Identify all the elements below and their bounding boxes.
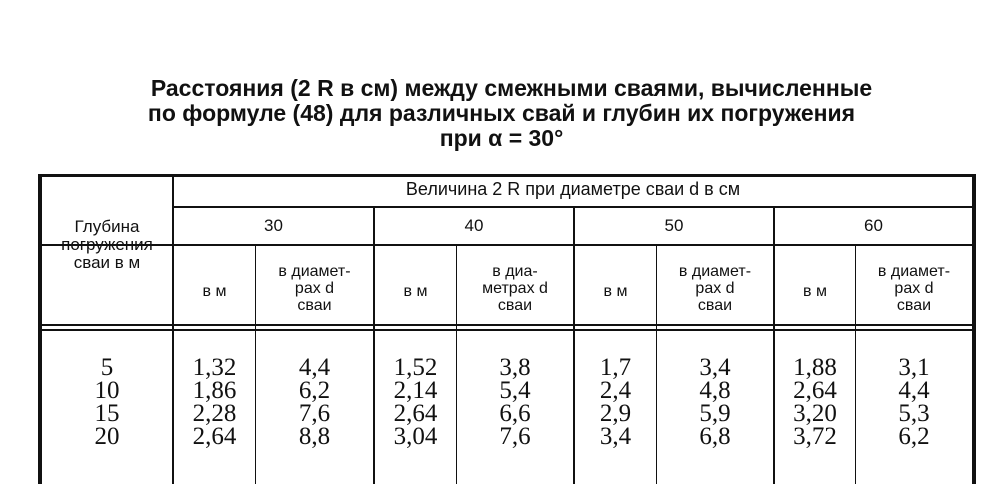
- value-cell: 6,8: [699, 423, 731, 450]
- table-top-rule: [38, 174, 976, 177]
- stub-header-line-2: погружения: [61, 235, 153, 254]
- value-cell: 1,32: [192, 354, 237, 381]
- header-double-rule-2: [42, 329, 972, 331]
- subheader-diam-line-1: в диамет-: [678, 263, 752, 280]
- values-m-30: [174, 356, 255, 448]
- values-diam-60: [856, 356, 972, 448]
- value-cell: 3,72: [793, 423, 837, 450]
- subheader-diam-line-3: сваи: [896, 297, 932, 314]
- value-cell: 2,9: [599, 400, 632, 427]
- value-cell: 1,7: [599, 354, 632, 381]
- value-cell: 8,8: [298, 423, 331, 450]
- subheader-diam-line-2: рах d: [695, 280, 735, 297]
- value-cell: 2,64: [393, 400, 438, 427]
- value-cell: 2,64: [793, 377, 837, 404]
- value-cell: 2,28: [192, 400, 237, 427]
- subheader-diam-line-1: в диамет-: [278, 263, 351, 280]
- depth-cell: 10: [94, 377, 120, 404]
- subheader-diam-30: [256, 263, 373, 314]
- subheader-diam-line-2: рах d: [894, 280, 934, 297]
- value-cell: 1,86: [192, 377, 237, 404]
- span-header-text: Величина 2 R при диаметре сваи d в см: [405, 179, 741, 199]
- depth-cell: 20: [94, 423, 120, 450]
- subheader-diam-line-1: в диа-: [492, 263, 538, 280]
- value-cell: 6,2: [298, 377, 331, 404]
- values-diam-40: [457, 356, 573, 448]
- subheader-diam-40: [457, 263, 573, 314]
- diameter-header-60: [775, 217, 972, 235]
- subheader-m-label: в м: [803, 283, 827, 300]
- diameter-label: 30: [264, 216, 283, 235]
- depth-cell: 5: [100, 354, 114, 381]
- value-cell: 1,52: [393, 354, 438, 381]
- diameter-header-rule: [42, 244, 972, 246]
- subheader-diam-line-3: сваи: [497, 297, 533, 314]
- value-cell: 2,14: [393, 377, 438, 404]
- value-cell: 4,8: [699, 377, 731, 404]
- stub-header-line-1: Глубина: [74, 217, 140, 236]
- value-cell: 3,4: [699, 354, 731, 381]
- value-cell: 7,6: [499, 423, 531, 450]
- values-m-40: [375, 356, 456, 448]
- subheader-m-label: в м: [603, 283, 628, 300]
- caption-line-1: Расстояния (2 R в см) между смежными сваями, вычисленные: [150, 75, 873, 101]
- stub-header: [42, 218, 172, 272]
- diameter-label: 50: [664, 216, 684, 235]
- diameter-header-50: [575, 217, 773, 235]
- value-cell: 6,6: [499, 400, 531, 427]
- depth-column: [42, 356, 172, 448]
- subheader-diam-60: [856, 263, 972, 314]
- subheader-diam-line-2: рах d: [294, 280, 335, 297]
- diameter-header-30: [174, 217, 373, 235]
- diameter-label: 40: [464, 216, 484, 235]
- subheader-diam-line-2: метрах d: [482, 280, 548, 297]
- subheader-diam-line-3: сваи: [297, 297, 332, 314]
- data-table: [38, 174, 976, 484]
- value-cell: 3,1: [898, 354, 930, 381]
- subheader-m-40: [375, 283, 456, 300]
- caption-line-2: по формуле (48) для различных свай и глубин их погружения: [147, 100, 856, 126]
- value-cell: 5,3: [898, 400, 930, 427]
- value-cell: 4,4: [898, 377, 930, 404]
- value-cell: 3,8: [499, 354, 531, 381]
- diameter-label: 60: [864, 216, 883, 235]
- value-cell: 2,4: [599, 377, 632, 404]
- value-cell: 2,64: [192, 423, 237, 450]
- subheader-m-60: [775, 283, 855, 300]
- value-cell: 5,9: [699, 400, 731, 427]
- depth-cell: 15: [94, 400, 120, 427]
- subheader-m-label: в м: [403, 283, 428, 300]
- values-diam-30: [256, 356, 373, 448]
- values-m-60: [775, 356, 855, 448]
- subheader-diam-line-3: сваи: [697, 297, 733, 314]
- value-cell: 1,88: [793, 354, 837, 381]
- subheader-m-30: [174, 283, 255, 300]
- value-cell: 3,4: [599, 423, 632, 450]
- values-diam-50: [657, 356, 773, 448]
- stub-header-line-3: сваи в м: [73, 253, 141, 272]
- subheader-m-50: [575, 283, 656, 300]
- value-cell: 3,20: [793, 400, 837, 427]
- values-m-50: [575, 356, 656, 448]
- value-cell: 4,4: [298, 354, 331, 381]
- subheader-m-label: в м: [202, 283, 227, 300]
- subheader-diam-50: [657, 263, 773, 314]
- diameter-header-40: [375, 217, 573, 235]
- header-double-rule-1: [42, 324, 972, 326]
- value-cell: 6,2: [898, 423, 930, 450]
- table-right-border: [972, 174, 976, 484]
- value-cell: 7,6: [298, 400, 331, 427]
- subheader-diam-line-1: в диамет-: [877, 263, 951, 280]
- value-cell: 5,4: [499, 377, 531, 404]
- caption-line-3: при α = 30°: [439, 125, 564, 151]
- value-cell: 3,04: [393, 423, 438, 450]
- span-header: [174, 180, 972, 198]
- table-caption: [0, 76, 1003, 151]
